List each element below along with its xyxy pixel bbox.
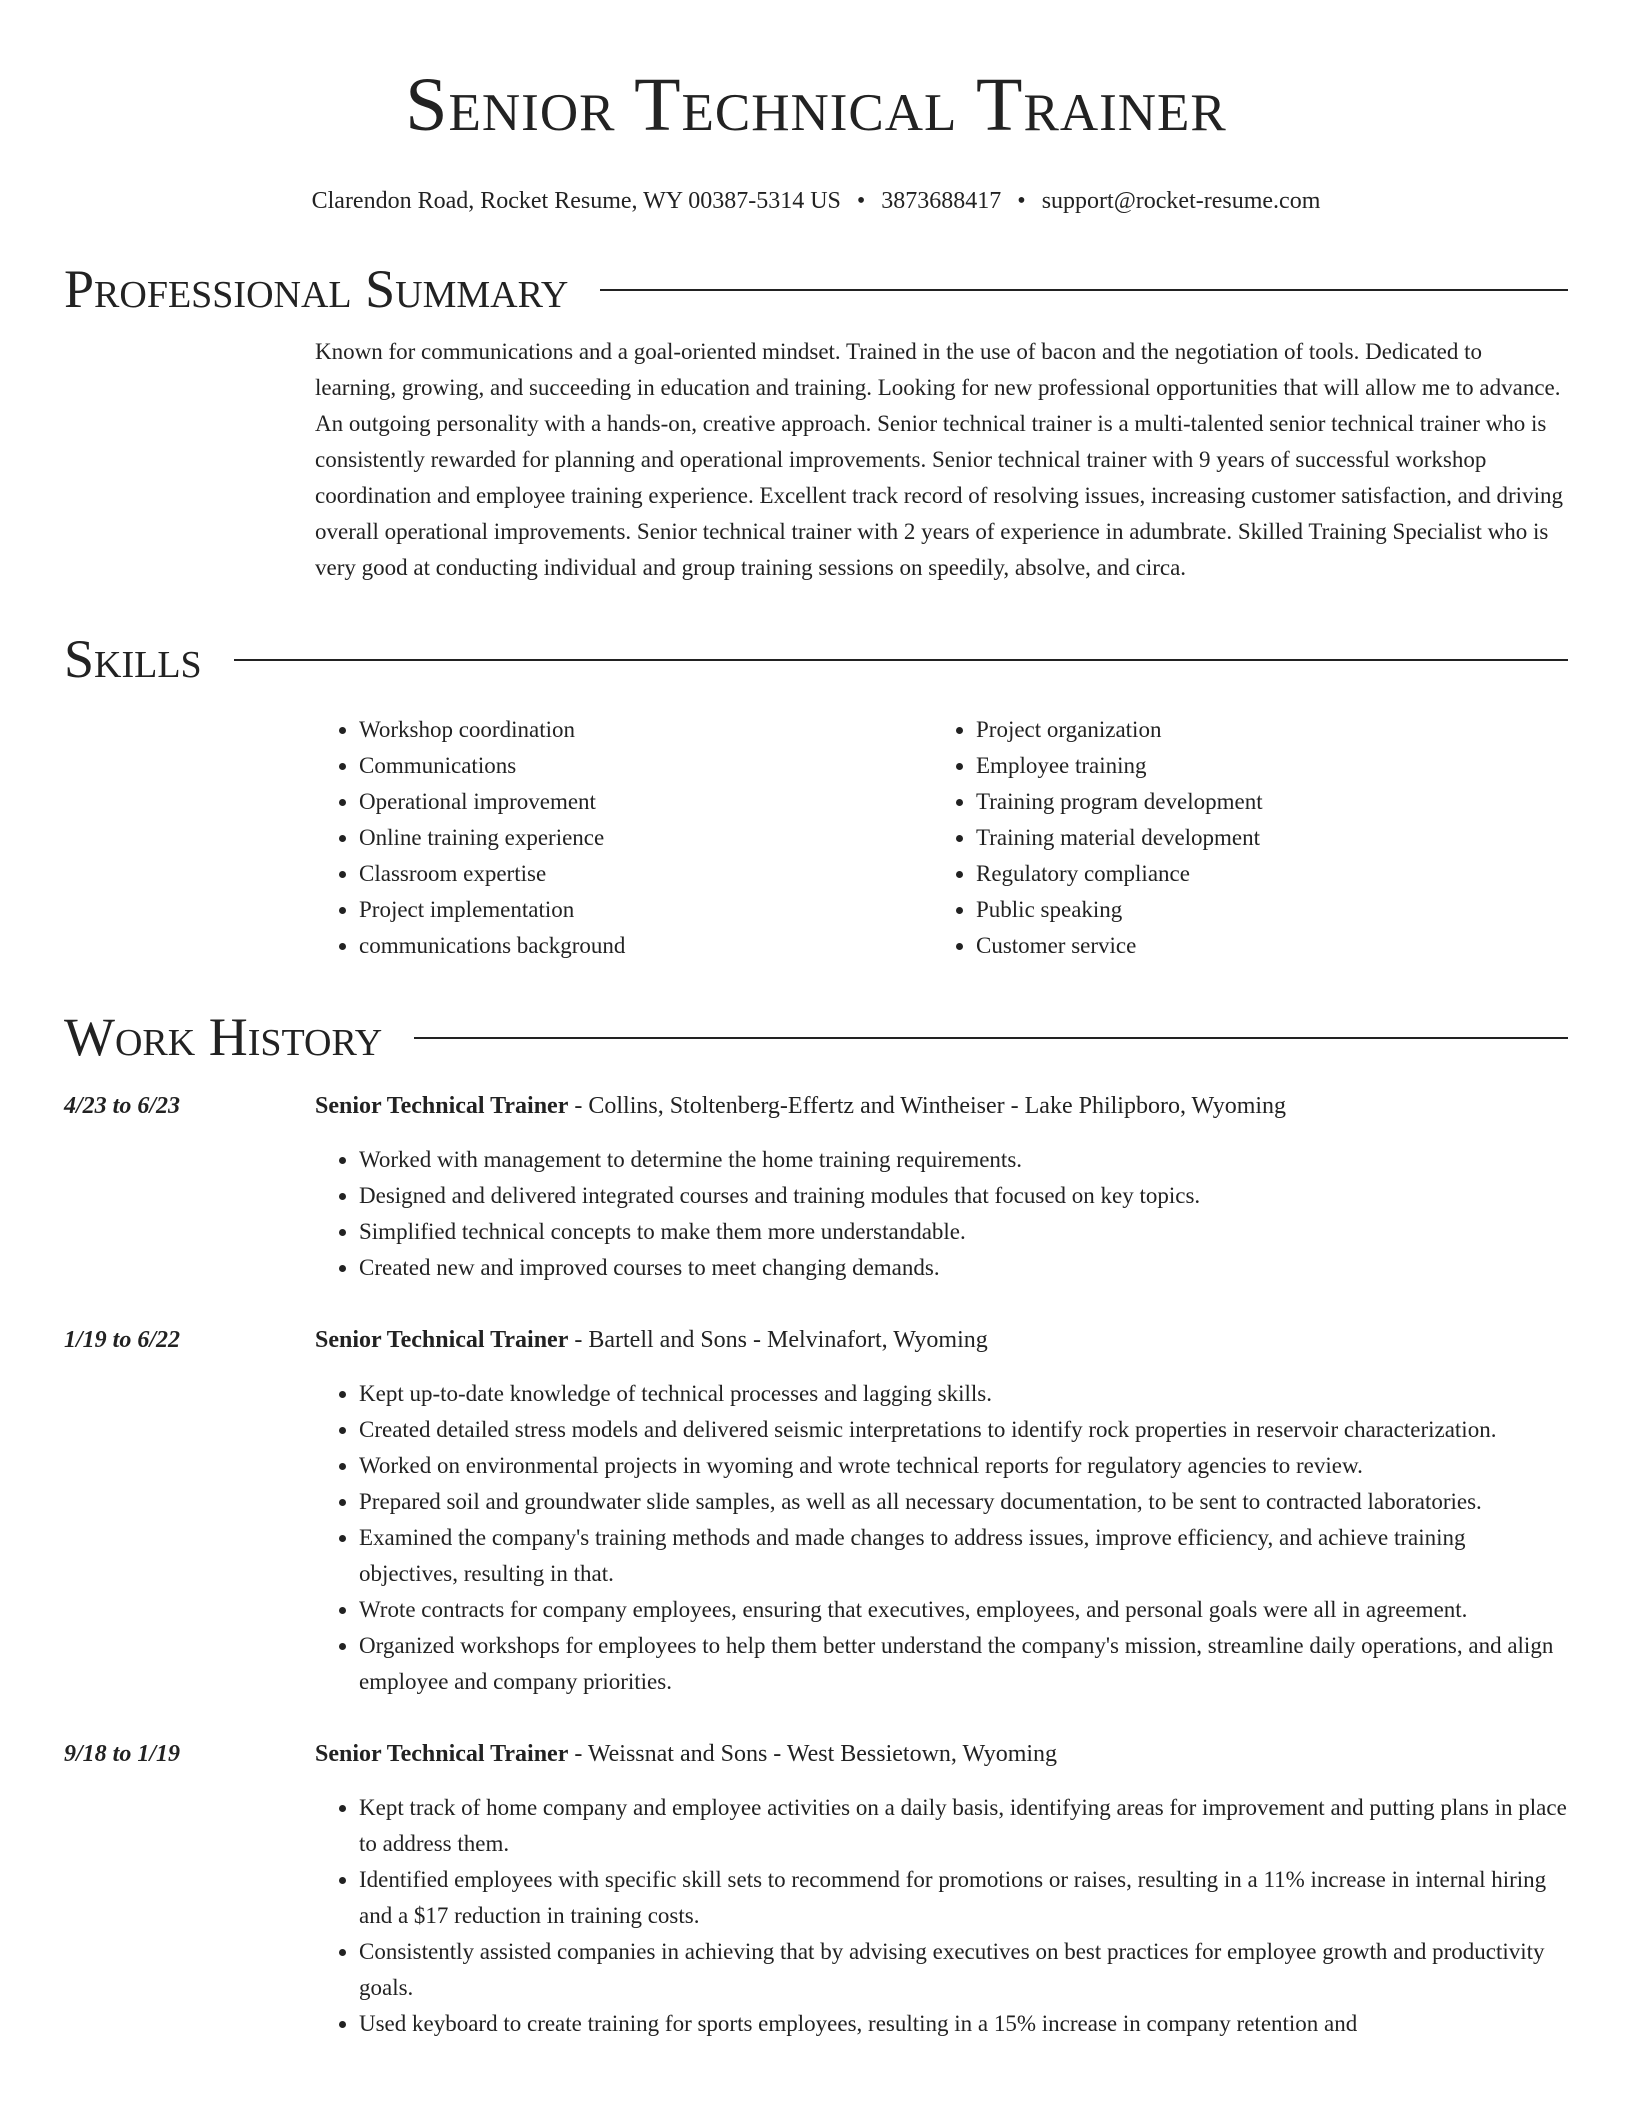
summary-title: Professional Summary	[64, 259, 569, 319]
job-details: - Bartell and Sons - Melvinafort, Wyoming	[568, 1327, 988, 1353]
contact-separator: •	[1017, 188, 1026, 214]
job-role: Senior Technical Trainer	[315, 1741, 569, 1767]
job-duties	[315, 1142, 1568, 1286]
duty-item: • Worked on environmental projects in wyoming and wrote technical reports for regulatory agencies to review.	[359, 1448, 1568, 1484]
job-dates: 1/19 to 6/22	[64, 1327, 181, 1353]
duty-item: • Designed and delivered integrated courses and training modules that focused on key topics.	[359, 1178, 1568, 1214]
summary-section-header	[64, 258, 1568, 320]
skills-column-right	[932, 712, 1549, 964]
job-role: Senior Technical Trainer	[315, 1093, 569, 1119]
resume-name: Senior Technical Trainer	[405, 63, 1227, 147]
skills-list	[315, 712, 1568, 964]
skill-item: • Regulatory compliance	[976, 856, 1549, 892]
duty-item: • Kept up-to-date knowledge of technical processes and lagging skills.	[359, 1376, 1568, 1412]
skill-item: • Online training experience	[359, 820, 932, 856]
section-divider	[234, 659, 1568, 661]
duty-item: • Simplified technical concepts to make them more understandable.	[359, 1214, 1568, 1250]
skill-item: • Customer service	[976, 928, 1549, 964]
duty-item: • Prepared soil and groundwater slide samples, as well as all necessary documentation, to be sent to contracted laboratories.	[359, 1484, 1568, 1520]
skill-item: • Project organization	[976, 712, 1549, 748]
job-entry	[64, 1322, 1568, 1700]
job-details: - Collins, Stoltenberg-Effertz and Wintheiser - Lake Philipboro, Wyoming	[568, 1093, 1287, 1119]
skill-item: • Training material development	[976, 820, 1549, 856]
duty-item: • Organized workshops for employees to help them better understand the company's mission, streamline daily operations, and align employee and company priorities.	[359, 1628, 1568, 1700]
job-entry	[64, 1088, 1568, 1286]
job-details: - Weissnat and Sons - West Bessietown, Wyoming	[568, 1741, 1058, 1767]
skill-item: • Public speaking	[976, 892, 1549, 928]
contact-line	[64, 186, 1568, 216]
job-heading	[315, 1736, 1568, 1772]
job-body	[315, 1088, 1568, 1286]
duty-item: • Examined the company's training methods and made changes to address issues, improve efficiency, and achieve training objectives, resulting in that.	[359, 1520, 1568, 1592]
section-divider	[414, 1037, 1568, 1039]
contact-address: Clarendon Road, Rocket Resume, WY 00387-5314 US	[311, 188, 841, 214]
duty-item: • Wrote contracts for company employees, ensuring that executives, employees, and personal goals were all in agreement.	[359, 1592, 1568, 1628]
skill-item: • Project implementation	[359, 892, 932, 928]
job-duties	[315, 1376, 1568, 1700]
job-entry	[64, 1736, 1568, 2042]
skills-column-left	[315, 712, 932, 964]
skill-item: • communications background	[359, 928, 932, 964]
skills-title: Skills	[64, 629, 202, 689]
job-dates: 4/23 to 6/23	[64, 1093, 181, 1119]
duty-item: • Kept track of home company and employee activities on a daily basis, identifying areas for improvement and putting plans in place to address them.	[359, 1790, 1568, 1862]
skill-item: • Training program development	[976, 784, 1549, 820]
skill-item: • Employee training	[976, 748, 1549, 784]
contact-phone: 3873688417	[881, 188, 1002, 214]
job-body	[315, 1322, 1568, 1700]
work-title: Work History	[64, 1007, 383, 1067]
job-duties	[315, 1790, 1568, 2042]
skill-item: • Communications	[359, 748, 932, 784]
contact-email: support@rocket-resume.com	[1041, 188, 1321, 214]
skill-item: • Workshop coordination	[359, 712, 932, 748]
contact-separator: •	[856, 188, 866, 214]
duty-item: • Consistently assisted companies in achieving that by advising executives on best practices for employee growth and productivity goals.	[359, 1934, 1568, 2006]
duty-item: • Identified employees with specific skill sets to recommend for promotions or raises, resulting in a 11% increase in internal hiring and a $17 reduction in training costs.	[359, 1862, 1568, 1934]
job-heading	[315, 1322, 1568, 1358]
skill-item: • Operational improvement	[359, 784, 932, 820]
job-role: Senior Technical Trainer	[315, 1327, 569, 1353]
duty-item: • Created detailed stress models and delivered seismic interpretations to identify rock properties in reservoir characterization.	[359, 1412, 1568, 1448]
summary-text: Known for communications and a goal-oriented mindset. Trained in the use of bacon and the negotiation of tools. Dedicated to learning, growing, and succeeding in education and training. Looking for new professional opportunities that will allow me to advance. An outgoing personality with a hands-on, creative approach. Senior technical trainer is a multi-talented senior technical trainer who is consistently rewarded for planning and operational improvements. Senior technical trainer with 9 years of successful workshop coordination and employee training experience. Excellent track record of resolving issues, increasing customer satisfaction, and driving overall operational improvements. Senior technical trainer with 2 years of experience in adumbrate. Skilled Training Specialist who is very good at conducting individual and group training sessions on speedily, absolve, and circa.	[315, 339, 1563, 580]
work-section-header	[64, 1006, 1568, 1068]
job-heading	[315, 1088, 1568, 1124]
duty-item: • Created new and improved courses to meet changing demands.	[359, 1250, 1568, 1286]
section-divider	[600, 289, 1568, 291]
duty-item: • Worked with management to determine the home training requirements.	[359, 1142, 1568, 1178]
duty-item: • Used keyboard to create training for sports employees, resulting in a 15% increase in company retention and	[359, 2006, 1568, 2042]
job-body	[315, 1736, 1568, 2042]
skills-section-header	[64, 628, 1568, 690]
job-dates: 9/18 to 1/19	[64, 1741, 181, 1767]
skill-item: • Classroom expertise	[359, 856, 932, 892]
